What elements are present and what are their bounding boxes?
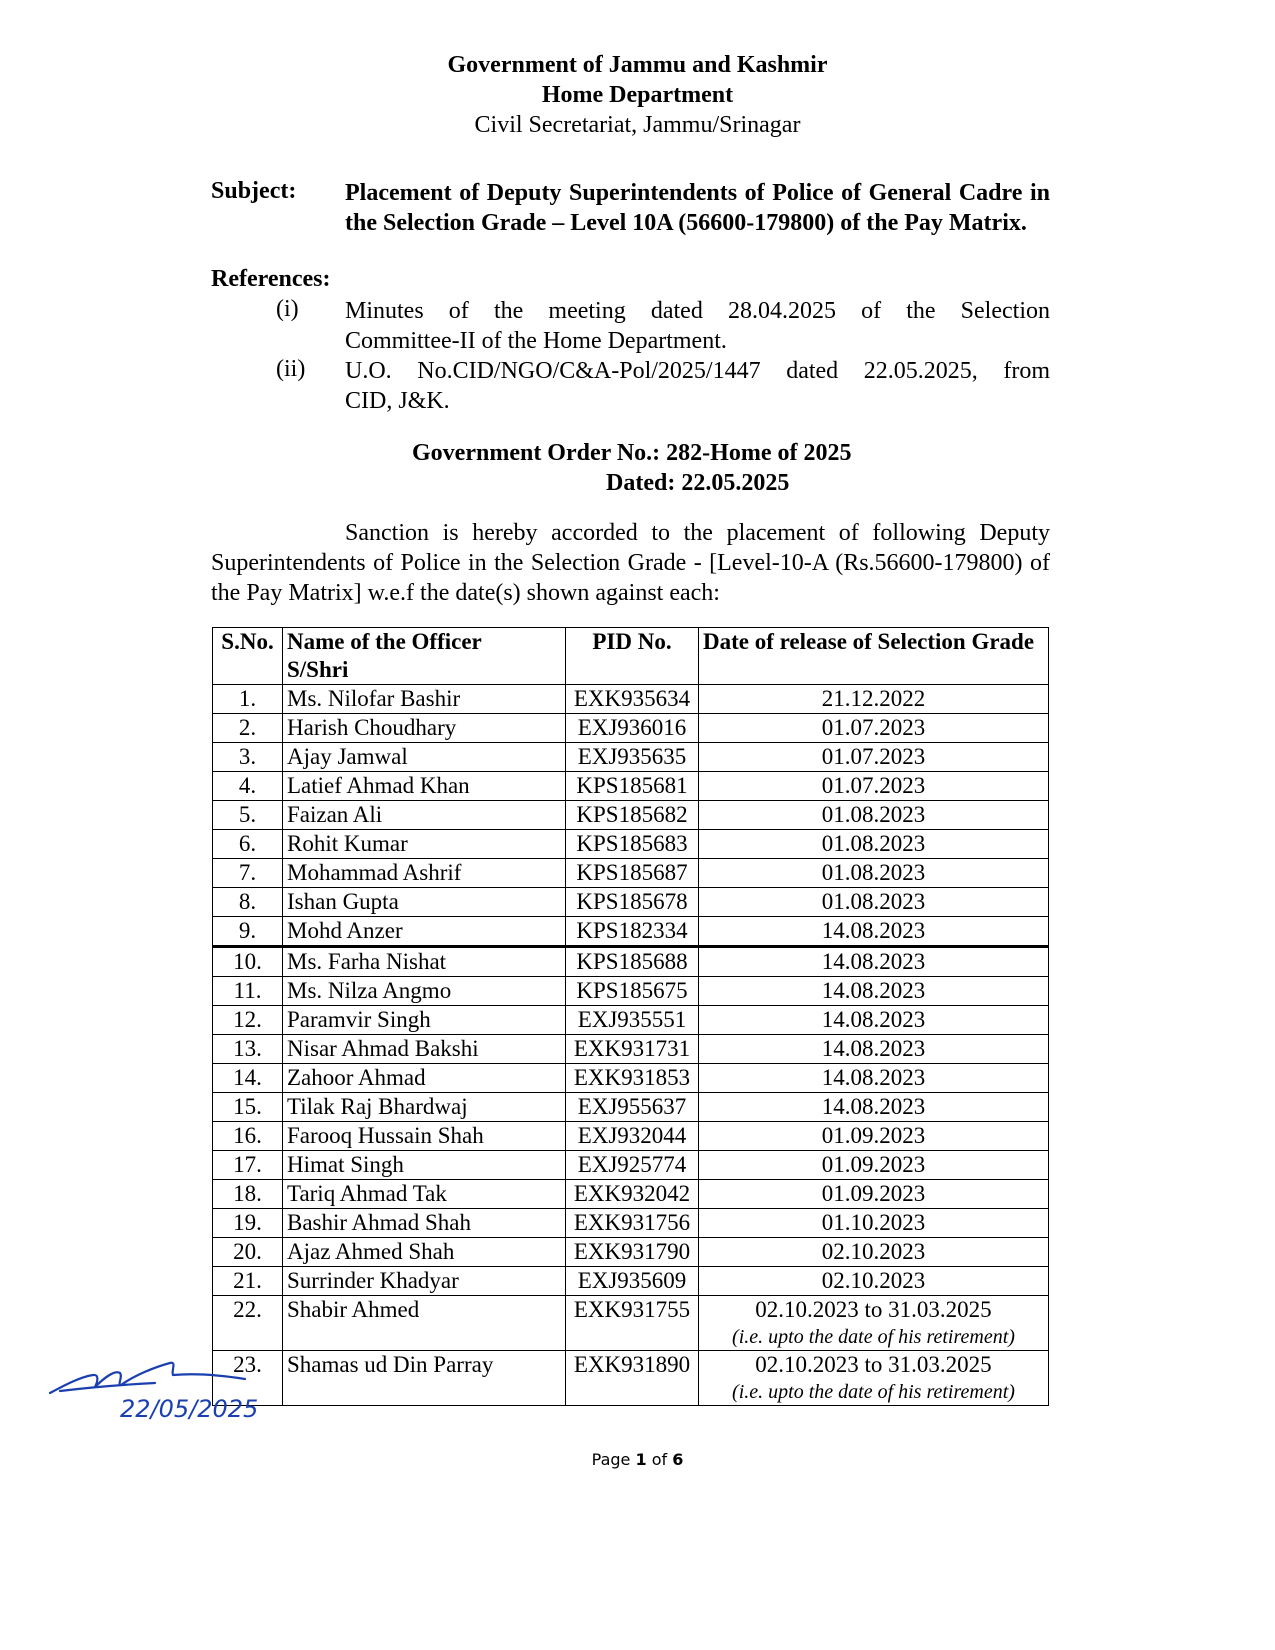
cell-sno <box>213 1006 283 1035</box>
page-footer <box>0 1450 1275 1469</box>
cell-name-text: Nisar Ahmad Bakshi <box>287 1036 479 1061</box>
cell-name <box>283 772 566 801</box>
cell-pid-text: EXK931790 <box>573 1239 691 1264</box>
cell-pid <box>566 1064 699 1093</box>
cell-sno-text: 21. <box>233 1268 262 1293</box>
cell-name <box>283 917 566 947</box>
cell-sno <box>213 1180 283 1209</box>
cell-pid-text: EXK935634 <box>573 686 691 711</box>
cell-name-text: Tilak Raj Bhardwaj <box>287 1094 468 1119</box>
cell-pid <box>566 888 699 917</box>
cell-date <box>699 917 1049 947</box>
cell-date <box>699 1180 1049 1209</box>
cell-pid <box>566 830 699 859</box>
cell-pid-text: KPS185681 <box>576 773 688 798</box>
cell-name-text: Shabir Ahmed <box>287 1297 420 1322</box>
cell-name-text: Latief Ahmad Khan <box>287 773 470 798</box>
cell-name-text: Ajaz Ahmed Shah <box>287 1239 455 1264</box>
cell-date-note: (i.e. upto the date of his retirement) <box>732 1381 1015 1403</box>
cell-pid <box>566 859 699 888</box>
cell-pid-text: EXK931890 <box>573 1352 691 1377</box>
reference-number-1: (i) <box>276 296 299 322</box>
cell-date-text: 02.10.2023 to 31.03.2025 <box>755 1352 992 1377</box>
subject-text: Placement of Deputy Superintendents of Police of General Cadre in the Selection Grade – Level 10A (56600-179800) of the Pay Matrix. <box>345 180 1050 236</box>
cell-date <box>699 1238 1049 1267</box>
cell-name <box>283 1122 566 1151</box>
cell-date-text: 02.10.2023 to 31.03.2025 <box>755 1297 992 1322</box>
table-row <box>213 1351 1049 1406</box>
cell-name <box>283 1209 566 1238</box>
cell-sno <box>213 714 283 743</box>
cell-pid <box>566 947 699 977</box>
cell-name-text: Faizan Ali <box>287 802 383 827</box>
cell-name-text: Himat Singh <box>287 1152 404 1177</box>
header-name-line2: S/Shri <box>287 657 349 682</box>
table-row <box>213 743 1049 772</box>
cell-date <box>699 772 1049 801</box>
cell-date-text: 01.10.2023 <box>821 1210 926 1235</box>
cell-sno <box>213 1209 283 1238</box>
cell-pid-text: KPS185683 <box>576 831 688 856</box>
cell-pid <box>566 1209 699 1238</box>
cell-sno-text: 4. <box>238 773 257 798</box>
cell-sno <box>213 977 283 1006</box>
cell-name-text: Mohd Anzer <box>287 918 403 943</box>
cell-sno-text: 14. <box>233 1065 262 1090</box>
header-address: Civil Secretariat, Jammu/Srinagar <box>474 112 801 138</box>
table-row <box>213 1064 1049 1093</box>
cell-date-text: 14.08.2023 <box>821 1065 926 1090</box>
cell-date <box>699 1093 1049 1122</box>
reference-text-1-line2: Committee-II of the Home Department. <box>345 328 727 354</box>
cell-pid-text: EXK931731 <box>573 1036 691 1061</box>
cell-date-note: (i.e. upto the date of his retirement) <box>732 1326 1015 1348</box>
cell-pid <box>566 1122 699 1151</box>
table-row <box>213 772 1049 801</box>
cell-sno <box>213 772 283 801</box>
cell-pid <box>566 1035 699 1064</box>
cell-name <box>283 714 566 743</box>
cell-date-text: 14.08.2023 <box>821 1094 926 1119</box>
cell-pid <box>566 1093 699 1122</box>
table-row <box>213 1180 1049 1209</box>
cell-date <box>699 1122 1049 1151</box>
table-row <box>213 1035 1049 1064</box>
cell-sno-text: 2. <box>238 715 257 740</box>
cell-pid <box>566 1006 699 1035</box>
cell-pid-text: EXJ932044 <box>577 1123 687 1148</box>
cell-date-text: 01.08.2023 <box>821 889 926 914</box>
cell-sno <box>213 1064 283 1093</box>
cell-date <box>699 1267 1049 1296</box>
reference-text-1-line1: Minutes of the meeting dated 28.04.2025 of the Selection <box>345 298 1050 324</box>
order-number: Government Order No.: 282-Home of 2025 <box>412 440 852 466</box>
cell-date-text: 02.10.2023 <box>821 1239 926 1264</box>
table-row <box>213 801 1049 830</box>
cell-sno-text: 19. <box>233 1210 262 1235</box>
cell-date-text: 01.08.2023 <box>821 860 926 885</box>
table-row <box>213 1267 1049 1296</box>
cell-sno <box>213 917 283 947</box>
table-row <box>213 714 1049 743</box>
cell-sno-text: 18. <box>233 1181 262 1206</box>
cell-sno <box>213 888 283 917</box>
reference-number-2: (ii) <box>276 356 306 382</box>
cell-pid-text: KPS185678 <box>576 889 688 914</box>
header-government: Government of Jammu and Kashmir <box>447 52 828 78</box>
cell-sno-text: 3. <box>238 744 257 769</box>
sanction-paragraph: Sanction is hereby accorded to the placement of following Deputy Superintendents of Police in the Selection Grade - [Level-10-A (Rs.56600-179800) of the Pay Matrix] w.e.f the date(s) shown against each: <box>211 520 1050 606</box>
cell-pid <box>566 917 699 947</box>
cell-sno <box>213 801 283 830</box>
cell-name-text: Tariq Ahmad Tak <box>287 1181 447 1206</box>
table-body <box>213 685 1049 1406</box>
cell-name <box>283 1064 566 1093</box>
cell-name <box>283 977 566 1006</box>
cell-sno-text: 1. <box>238 686 257 711</box>
cell-sno <box>213 830 283 859</box>
cell-sno-text: 20. <box>233 1239 262 1264</box>
table-row <box>213 888 1049 917</box>
header-department: Home Department <box>541 82 734 108</box>
cell-pid-text: EXJ935609 <box>577 1268 687 1293</box>
cell-pid <box>566 743 699 772</box>
cell-date <box>699 888 1049 917</box>
cell-sno-text: 6. <box>238 831 257 856</box>
cell-pid <box>566 714 699 743</box>
cell-name-text: Farooq Hussain Shah <box>287 1123 484 1148</box>
table-header-row <box>213 628 1049 685</box>
cell-date-text: 14.08.2023 <box>821 1007 926 1032</box>
reference-text-2-line2: CID, J&K. <box>345 388 450 414</box>
cell-name-text: Bashir Ahmad Shah <box>287 1210 471 1235</box>
cell-pid-text: KPS185688 <box>576 949 688 974</box>
cell-name-text: Surrinder Khadyar <box>287 1268 459 1293</box>
cell-pid <box>566 1296 699 1351</box>
cell-pid-text: KPS185682 <box>576 802 688 827</box>
cell-pid <box>566 772 699 801</box>
table-row <box>213 1238 1049 1267</box>
cell-pid-text: EXK931853 <box>573 1065 691 1090</box>
cell-sno <box>213 743 283 772</box>
cell-pid-text: EXJ925774 <box>577 1152 687 1177</box>
cell-sno <box>213 947 283 977</box>
cell-pid-text: EXJ936016 <box>577 715 687 740</box>
cell-date <box>699 1209 1049 1238</box>
cell-sno <box>213 685 283 714</box>
cell-sno <box>213 1093 283 1122</box>
cell-name <box>283 1267 566 1296</box>
cell-date-text: 14.08.2023 <box>821 978 926 1003</box>
table-row <box>213 1151 1049 1180</box>
cell-date-text: 01.09.2023 <box>821 1181 926 1206</box>
cell-date <box>699 743 1049 772</box>
cell-date-text: 01.07.2023 <box>821 715 926 740</box>
cell-name <box>283 1296 566 1351</box>
table-row <box>213 977 1049 1006</box>
cell-name <box>283 1006 566 1035</box>
cell-sno <box>213 1267 283 1296</box>
cell-date-text: 01.08.2023 <box>821 831 926 856</box>
cell-pid-text: EXK931756 <box>573 1210 691 1235</box>
cell-pid-text: EXJ935635 <box>577 744 687 769</box>
cell-pid <box>566 1238 699 1267</box>
header-date: Date of release of Selection Grade <box>699 628 1049 685</box>
cell-name-text: Shamas ud Din Parray <box>287 1352 494 1377</box>
cell-pid <box>566 1180 699 1209</box>
cell-name <box>283 685 566 714</box>
cell-sno-text: 9. <box>238 918 257 943</box>
cell-pid-text: EXJ935551 <box>577 1007 687 1032</box>
cell-sno-text: 11. <box>233 978 262 1003</box>
cell-name <box>283 830 566 859</box>
cell-name <box>283 1180 566 1209</box>
cell-sno-text: 22. <box>233 1297 262 1322</box>
cell-name <box>283 947 566 977</box>
reference-text-2-line1: U.O. No.CID/NGO/C&A-Pol/2025/1447 dated 22.05.2025, from <box>345 358 1050 384</box>
table-row <box>213 1209 1049 1238</box>
cell-date <box>699 1006 1049 1035</box>
cell-sno-text: 10. <box>233 949 262 974</box>
cell-date <box>699 977 1049 1006</box>
footer-page-prefix: Page <box>591 1450 631 1469</box>
cell-date-text: 01.09.2023 <box>821 1123 926 1148</box>
cell-date-text: 01.07.2023 <box>821 773 926 798</box>
table-row <box>213 685 1049 714</box>
table-row <box>213 1093 1049 1122</box>
cell-date <box>699 1151 1049 1180</box>
cell-sno-text: 16. <box>233 1123 262 1148</box>
cell-name-text: Harish Choudhary <box>287 715 457 740</box>
order-date: Dated: 22.05.2025 <box>606 470 790 496</box>
footer-page-of: of <box>651 1450 668 1469</box>
cell-sno-text: 12. <box>233 1007 262 1032</box>
cell-date <box>699 947 1049 977</box>
cell-name-text: Ishan Gupta <box>287 889 399 914</box>
table-row <box>213 1006 1049 1035</box>
cell-name <box>283 801 566 830</box>
table-row <box>213 859 1049 888</box>
cell-pid <box>566 1151 699 1180</box>
header-pid: PID No. <box>566 628 699 685</box>
table-row <box>213 917 1049 947</box>
cell-date <box>699 1351 1049 1406</box>
cell-pid-text: EXK931755 <box>573 1297 691 1322</box>
cell-pid <box>566 801 699 830</box>
footer-page-total: 6 <box>672 1450 684 1469</box>
header-name-line1: Name of the Officer <box>287 629 482 654</box>
cell-pid <box>566 1267 699 1296</box>
cell-date <box>699 801 1049 830</box>
cell-name <box>283 888 566 917</box>
cell-date-text: 01.09.2023 <box>821 1152 926 1177</box>
cell-date <box>699 830 1049 859</box>
cell-sno-text: 13. <box>233 1036 262 1061</box>
table-row <box>213 830 1049 859</box>
cell-pid-text: KPS182334 <box>576 918 688 943</box>
cell-name <box>283 1151 566 1180</box>
cell-date <box>699 859 1049 888</box>
officers-table <box>212 627 1049 1406</box>
table-row <box>213 947 1049 977</box>
cell-name-text: Zahoor Ahmad <box>287 1065 426 1090</box>
cell-name-text: Mohammad Ashrif <box>287 860 462 885</box>
header-name <box>283 628 566 685</box>
cell-date <box>699 714 1049 743</box>
cell-name-text: Ms. Nilza Angmo <box>287 978 452 1003</box>
cell-date <box>699 685 1049 714</box>
handwritten-signature <box>45 1355 325 1425</box>
cell-pid <box>566 1351 699 1406</box>
header-sno: S.No. <box>213 628 283 685</box>
cell-name-text: Ms. Farha Nishat <box>287 949 447 974</box>
cell-sno-text: 17. <box>233 1152 262 1177</box>
cell-name-text: Rohit Kumar <box>287 831 408 856</box>
cell-name <box>283 1238 566 1267</box>
cell-date <box>699 1064 1049 1093</box>
cell-date <box>699 1035 1049 1064</box>
cell-sno-text: 15. <box>233 1094 262 1119</box>
handwritten-date: 22/05/2025 <box>120 1395 259 1423</box>
cell-name <box>283 1093 566 1122</box>
cell-name <box>283 743 566 772</box>
footer-page-current: 1 <box>635 1450 647 1469</box>
cell-name-text: Paramvir Singh <box>287 1007 431 1032</box>
cell-sno <box>213 1122 283 1151</box>
cell-date-text: 02.10.2023 <box>821 1268 926 1293</box>
cell-sno-text: 5. <box>238 802 257 827</box>
table-row <box>213 1122 1049 1151</box>
cell-pid <box>566 977 699 1006</box>
cell-pid-text: KPS185687 <box>576 860 688 885</box>
cell-sno <box>213 1238 283 1267</box>
cell-sno <box>213 1151 283 1180</box>
cell-date-text: 14.08.2023 <box>821 1036 926 1061</box>
references-label: References: <box>211 266 331 292</box>
cell-sno <box>213 1296 283 1351</box>
cell-name-text: Ms. Nilofar Bashir <box>287 686 461 711</box>
cell-pid <box>566 685 699 714</box>
cell-name-text: Ajay Jamwal <box>287 744 408 769</box>
cell-date-text: 14.08.2023 <box>821 949 926 974</box>
cell-date-text: 01.07.2023 <box>821 744 926 769</box>
cell-sno <box>213 859 283 888</box>
subject-label: Subject: <box>211 178 297 204</box>
cell-date-text: 14.08.2023 <box>821 918 926 943</box>
cell-date-text: 01.08.2023 <box>821 802 926 827</box>
cell-pid-text: EXK932042 <box>573 1181 691 1206</box>
cell-date-text: 21.12.2022 <box>821 686 926 711</box>
cell-pid-text: EXJ955637 <box>577 1094 687 1119</box>
cell-sno-text: 7. <box>238 860 257 885</box>
cell-pid-text: KPS185675 <box>576 978 688 1003</box>
cell-sno-text: 8. <box>238 889 257 914</box>
cell-sno-text: 23. <box>233 1352 262 1377</box>
cell-name <box>283 859 566 888</box>
cell-sno <box>213 1035 283 1064</box>
table-row <box>213 1296 1049 1351</box>
cell-name <box>283 1035 566 1064</box>
cell-date <box>699 1296 1049 1351</box>
